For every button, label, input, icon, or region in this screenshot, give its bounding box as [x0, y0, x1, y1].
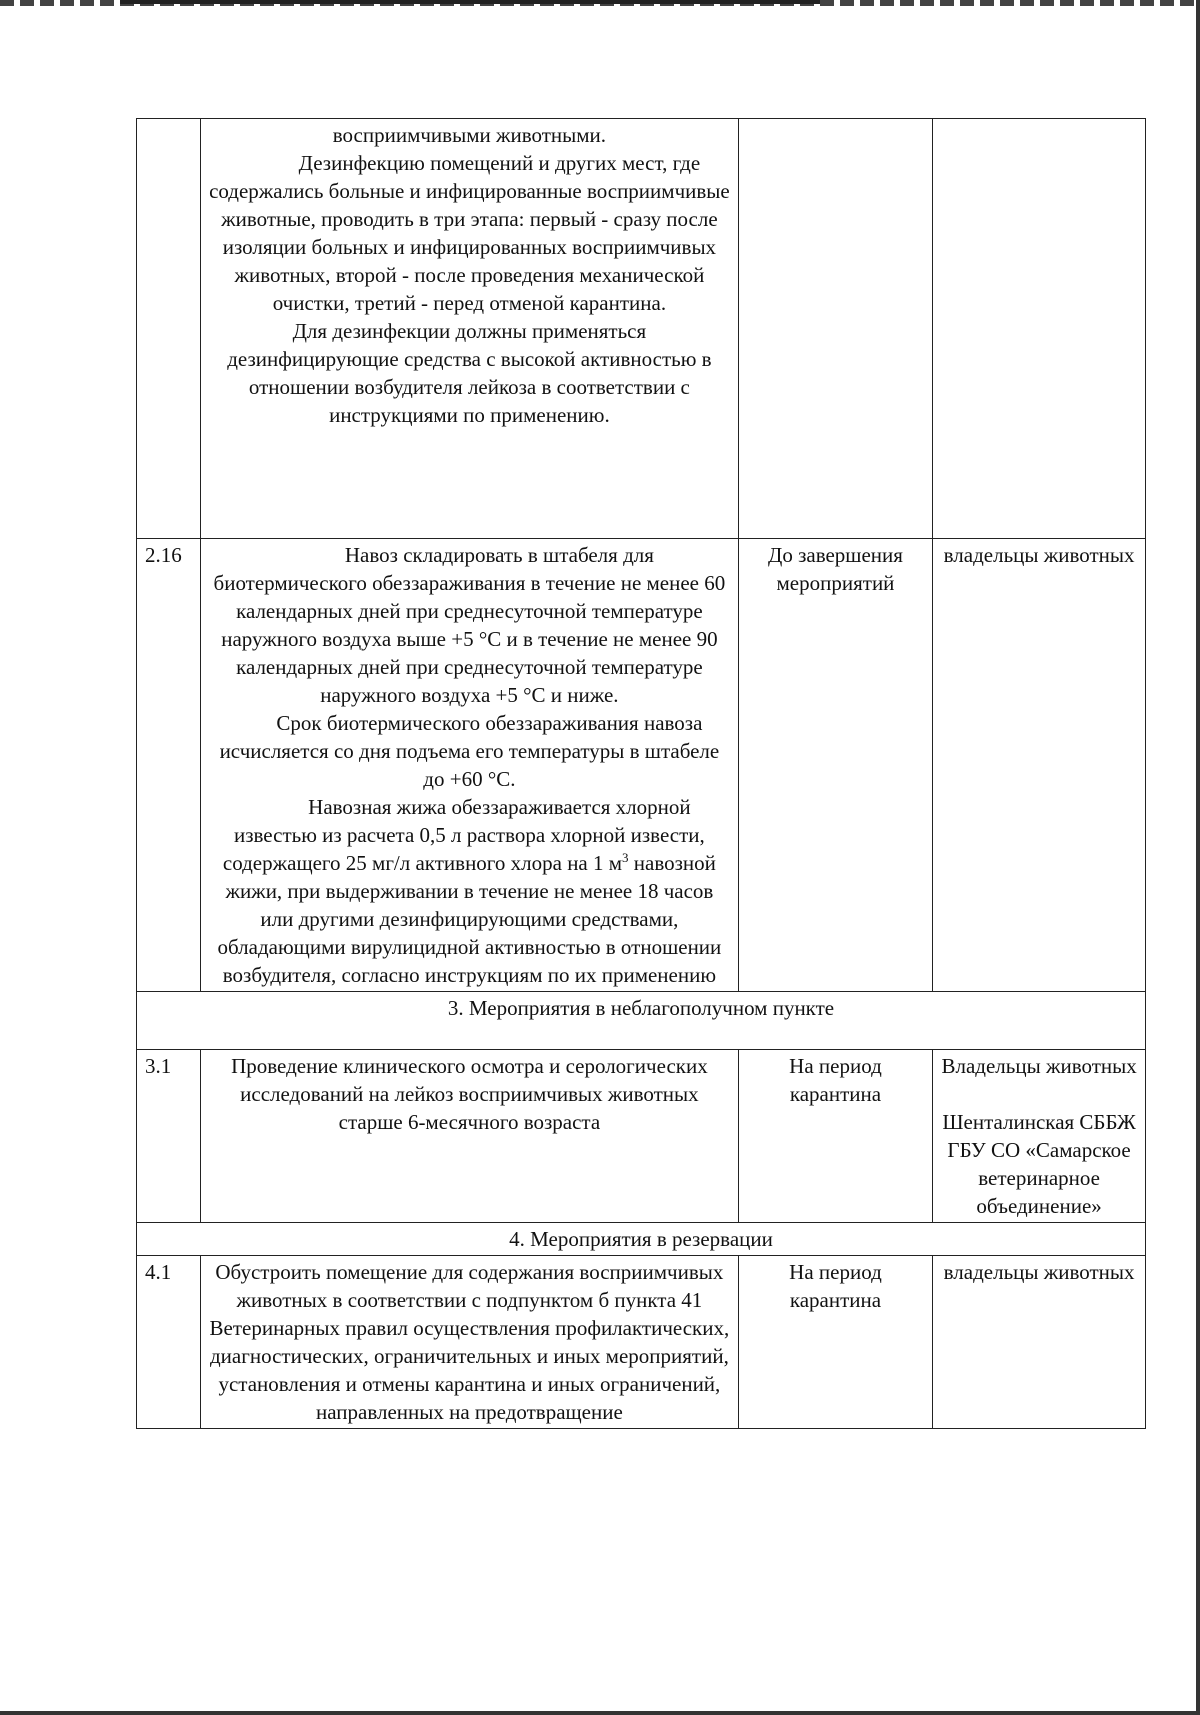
cell-term: На период карантина	[738, 1050, 932, 1223]
cell-action: Обустроить помещение для содержания восприимчивых животных в соответствии с подпунктом б пункта 41 Ветеринарных правил осуществления профилактических, диагностических, ограничительных и иных мероприятий, установления и отмены карантина и иных ограничений, направленных на предотвращение	[201, 1256, 739, 1429]
section-heading: 4. Мероприятия в резервации	[137, 1223, 1146, 1256]
paragraph: Дезинфекцию помещений и других мест, где содержались больные и инфицированные восприимчивые животные, проводить в три этапа: первый - сразу после изоляции больных и инфицированных восприимчивых животных, второй - после проведения механической очистки, третий - перед отменой карантина.	[209, 151, 730, 315]
section-heading: 3. Мероприятия в неблагополучном пункте	[137, 992, 1146, 1050]
superscript: 3	[622, 850, 629, 865]
paragraph	[207, 793, 732, 989]
scan-edge-bottom	[0, 1711, 1200, 1715]
cell-action	[201, 119, 739, 539]
cell-responsible	[933, 119, 1146, 539]
cell-responsible: владельцы животных	[933, 539, 1146, 992]
cell-action	[201, 539, 739, 992]
cell-term: На период карантина	[738, 1256, 932, 1429]
paragraph: Для дезинфекции должны применяться дезинфицирующие средства с высокой активностью в отношении возбудителя лейкоза в соответствии с инструкциями по применению.	[227, 319, 712, 427]
table-row-continued	[137, 119, 1146, 539]
table-row-4-1	[137, 1256, 1146, 1429]
table-row-2-16	[137, 539, 1146, 992]
responsible-line: Владельцы животных	[941, 1054, 1137, 1078]
cell-responsible	[933, 1050, 1146, 1223]
scan-edge-right	[1196, 0, 1200, 1715]
cell-number	[137, 119, 201, 539]
cell-term: До завершения мероприятий	[738, 539, 932, 992]
table-row-3-1	[137, 1050, 1146, 1223]
scan-edge-top-solid	[120, 0, 820, 4]
cell-number: 3.1	[137, 1050, 201, 1223]
section-row-3	[137, 992, 1146, 1050]
cell-responsible: владельцы животных	[933, 1256, 1146, 1429]
measures-table	[136, 118, 1146, 1429]
section-row-4	[137, 1223, 1146, 1256]
paragraph: Навоз складировать в штабеля для биотермического обеззараживания в течение не менее 60 календарных дней при среднесуточной температуре наружного воздуха выше +5 °С и в течение не менее 90 календарных дней при среднесуточной температуре наружного воздуха +5 °С и ниже.	[213, 543, 726, 707]
cell-number: 2.16	[137, 539, 201, 992]
text-part: навозной жижи, при выдерживании в течение не менее 18 часов или другими дезинфицирующими средствами, обладающими вирулицидной активностью в отношении возбудителя, согласно инструкциям по их применению	[217, 851, 722, 987]
cell-action: Проведение клинического осмотра и серологических исследований на лейкоз восприимчивых животных старше 6-месячного возраста	[201, 1050, 739, 1223]
responsible-line: Шенталинская СББЖ ГБУ СО «Самарское ветеринарное объединение»	[942, 1110, 1136, 1218]
paragraph: Срок биотермического обеззараживания навоза исчисляется со дня подъема его температуры в штабеле до +60 °С.	[219, 711, 720, 791]
text-part: Навозная жижа обеззараживается хлорной известью из расчета 0,5 л раствора хлорной извести, содержащего 25 мг/л активного хлора на 1 м	[222, 795, 705, 875]
paragraph: восприимчивыми животными.	[332, 123, 607, 147]
cell-number: 4.1	[137, 1256, 201, 1429]
cell-term	[738, 119, 932, 539]
